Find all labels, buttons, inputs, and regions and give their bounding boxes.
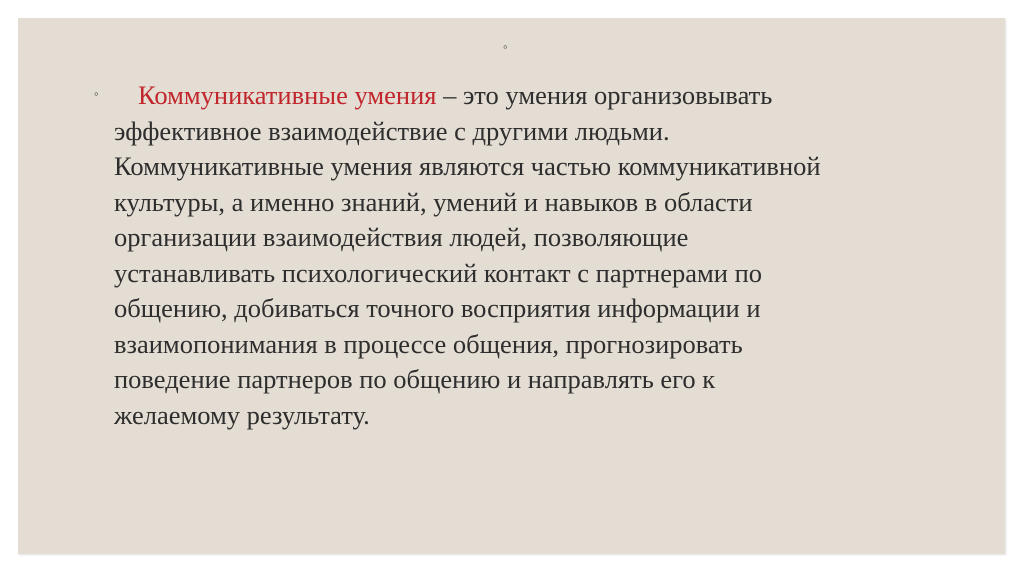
title-bullet-icon: ◦ bbox=[503, 39, 508, 54]
paragraph-line: организации взаимодействия людей, позволяющие bbox=[114, 222, 689, 252]
paragraph-line: эффективное взаимодействие с другими людьми. bbox=[114, 115, 670, 146]
highlighted-term: Коммуникативные умения bbox=[138, 80, 437, 110]
first-line-text: – это умения организовывать bbox=[436, 80, 773, 110]
paragraph-line: общению, добиваться точного восприятия информации и bbox=[114, 293, 761, 323]
paragraph-line: Коммуникативные умения являются частью коммуникативной bbox=[114, 151, 821, 181]
slide bbox=[18, 18, 1005, 554]
definition-paragraph bbox=[114, 78, 924, 433]
paragraph-line: взаимопонимания в процессе общения, прогнозировать bbox=[114, 328, 743, 359]
paragraph-bullet-icon: ◦ bbox=[94, 86, 99, 101]
paragraph-line: устанавливать психологический контакт с партнерами по bbox=[114, 257, 763, 288]
paragraph-line: поведение партнеров по общению и направлять его к bbox=[114, 364, 716, 394]
paragraph-line-1 bbox=[114, 78, 924, 114]
paragraph-line: желаемому результату. bbox=[114, 399, 370, 430]
paragraph-line: культуры, а именно знаний, умений и навыков в области bbox=[114, 186, 753, 217]
